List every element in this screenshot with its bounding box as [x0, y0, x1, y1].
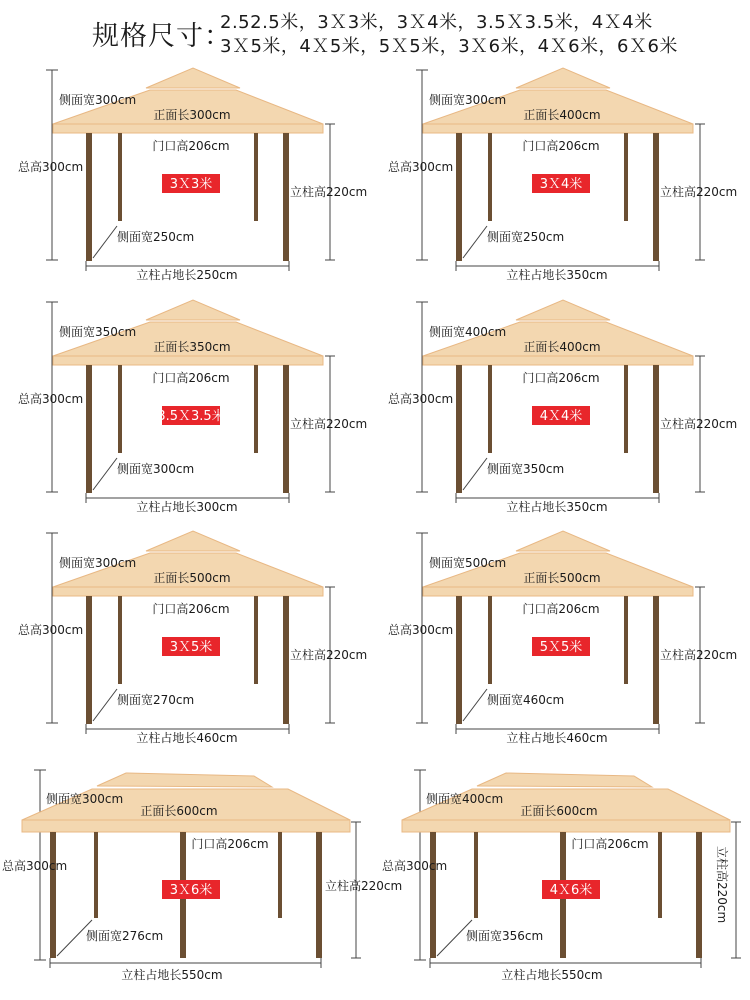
size-badge-label: 3Ｘ6米 — [169, 883, 213, 898]
side-width-diagonal — [93, 458, 117, 490]
size-badge-label: 4Ｘ4米 — [539, 409, 583, 424]
post-height-label: 立柱高220cm — [290, 185, 368, 199]
post-height-label: 立柱高220cm — [290, 648, 368, 662]
post-height-label: 立柱高220cm — [660, 417, 738, 431]
gazebo-panel-1 — [18, 68, 367, 282]
total-height-label: 总高300cm — [2, 859, 68, 873]
door-height-label: 门口高206cm — [152, 602, 230, 616]
canopy-valance — [22, 820, 350, 832]
canopy-top-tier — [516, 531, 610, 551]
back-left-post — [488, 133, 492, 221]
gazebo-panel-7 — [2, 770, 402, 982]
side-width-bottom-label: 侧面宽460cm — [487, 693, 565, 707]
front-right-post — [696, 832, 702, 958]
post-height-label: 立柱高220cm — [660, 185, 738, 199]
front-length-label: 正面长400cm — [523, 108, 601, 122]
front-left-post — [86, 133, 92, 261]
front-left-post — [456, 596, 462, 724]
canopy-valance — [402, 820, 730, 832]
post-height-label: 立柱高220cm — [715, 846, 729, 924]
footprint-length-label: 立柱占地长550cm — [121, 968, 223, 982]
spec-sizes-line-1: 2.52.5米，3Ｘ3米，3Ｘ4米，3.5Ｘ3.5米，4Ｘ4米 — [220, 12, 653, 33]
footprint-length-label: 立柱占地长250cm — [136, 268, 238, 282]
front-length-label: 正面长350cm — [153, 340, 231, 354]
side-width-bottom-label: 侧面宽300cm — [117, 462, 195, 476]
size-badge-label: 5Ｘ5米 — [539, 640, 583, 655]
footprint-length-label: 立柱占地长460cm — [136, 731, 238, 745]
front-right-post — [283, 596, 289, 724]
door-height-label: 门口高206cm — [522, 371, 600, 385]
back-right-post — [254, 596, 258, 684]
canopy-top-tier — [97, 773, 272, 787]
door-height-label: 门口高206cm — [522, 139, 600, 153]
footprint-length-label: 立柱占地长350cm — [506, 268, 608, 282]
side-width-top-label: 侧面宽300cm — [59, 93, 137, 107]
side-width-top-label: 侧面宽300cm — [46, 792, 124, 806]
canopy-valance — [53, 356, 323, 365]
front-length-label: 正面长300cm — [153, 108, 231, 122]
side-width-diagonal — [463, 226, 487, 258]
total-height-label: 总高300cm — [18, 160, 84, 174]
back-left-post — [118, 596, 122, 684]
total-height-label: 总高300cm — [388, 160, 454, 174]
door-height-label: 门口高206cm — [522, 602, 600, 616]
side-width-diagonal — [93, 689, 117, 721]
front-left-post — [86, 596, 92, 724]
side-width-top-label: 侧面宽500cm — [429, 556, 507, 570]
gazebo-panel-4 — [388, 300, 737, 514]
canopy-top-tier — [516, 68, 610, 88]
side-width-top-label: 侧面宽400cm — [426, 792, 504, 806]
total-height-label: 总高300cm — [18, 623, 84, 637]
side-width-bottom-label: 侧面宽250cm — [487, 230, 565, 244]
canopy-valance — [423, 356, 693, 365]
size-badge-label: 3Ｘ3米 — [169, 177, 213, 192]
side-width-top-label: 侧面宽300cm — [59, 556, 137, 570]
front-right-post — [316, 832, 322, 958]
front-right-post — [283, 365, 289, 493]
size-badge-label: 4Ｘ6米 — [549, 883, 593, 898]
door-height-label: 门口高206cm — [152, 139, 230, 153]
front-left-post — [86, 365, 92, 493]
canopy-top-tier — [477, 773, 652, 787]
post-height-label: 立柱高220cm — [660, 648, 738, 662]
canopy-top-tier — [146, 531, 240, 551]
gazebo-panel-3 — [18, 300, 367, 514]
canopy-valance — [423, 124, 693, 133]
side-width-bottom-label: 侧面宽276cm — [86, 929, 164, 943]
front-length-label: 正面长600cm — [520, 804, 598, 818]
gazebo-panel-5 — [18, 531, 367, 745]
back-right-post — [254, 133, 258, 221]
front-length-label: 正面长400cm — [523, 340, 601, 354]
front-right-post — [283, 133, 289, 261]
canopy-top-tier — [146, 300, 240, 320]
door-height-label: 门口高206cm — [152, 371, 230, 385]
back-left-post — [488, 365, 492, 453]
side-width-top-label: 侧面宽300cm — [429, 93, 507, 107]
side-width-bottom-label: 侧面宽350cm — [487, 462, 565, 476]
side-width-bottom-label: 侧面宽356cm — [466, 929, 544, 943]
back-left-post — [474, 832, 478, 918]
total-height-label: 总高300cm — [382, 859, 448, 873]
size-badge-label: 3.5Ｘ3.5米 — [157, 409, 225, 424]
front-right-post — [653, 365, 659, 493]
gazebo-panel-8 — [382, 770, 741, 982]
total-height-label: 总高300cm — [388, 392, 454, 406]
gazebo-panel-2 — [388, 68, 737, 282]
total-height-label: 总高300cm — [18, 392, 84, 406]
side-width-top-label: 侧面宽350cm — [59, 325, 137, 339]
spec-sizes-line-2: 3Ｘ5米，4Ｘ5米，5Ｘ5米，3Ｘ6米，4Ｘ6米，6Ｘ6米 — [220, 36, 678, 57]
front-right-post — [653, 133, 659, 261]
footprint-length-label: 立柱占地长300cm — [136, 500, 238, 514]
canopy-valance — [53, 124, 323, 133]
back-right-post — [624, 365, 628, 453]
front-left-post — [456, 365, 462, 493]
back-left-post — [118, 133, 122, 221]
door-height-label: 门口高206cm — [191, 837, 269, 851]
front-right-post — [653, 596, 659, 724]
back-right-post — [658, 832, 662, 918]
front-left-post — [456, 133, 462, 261]
back-right-post — [624, 596, 628, 684]
front-left-post — [50, 832, 56, 958]
side-width-diagonal — [463, 458, 487, 490]
back-right-post — [278, 832, 282, 918]
side-width-bottom-label: 侧面宽250cm — [117, 230, 195, 244]
gazebo-panel-6 — [388, 531, 737, 745]
size-badge-label: 3Ｘ5米 — [169, 640, 213, 655]
side-width-bottom-label: 侧面宽270cm — [117, 693, 195, 707]
canopy-valance — [53, 587, 323, 596]
spec-title: 规格尺寸： — [92, 21, 232, 52]
door-height-label: 门口高206cm — [571, 837, 649, 851]
canopy-top-tier — [146, 68, 240, 88]
front-left-post — [430, 832, 436, 958]
back-left-post — [488, 596, 492, 684]
canopy-top-tier — [516, 300, 610, 320]
back-right-post — [254, 365, 258, 453]
footprint-length-label: 立柱占地长460cm — [506, 731, 608, 745]
post-height-label: 立柱高220cm — [325, 879, 403, 893]
front-length-label: 正面长500cm — [153, 571, 231, 585]
footprint-length-label: 立柱占地长550cm — [501, 968, 603, 982]
size-badge-label: 3Ｘ4米 — [539, 177, 583, 192]
side-width-top-label: 侧面宽400cm — [429, 325, 507, 339]
side-width-diagonal — [463, 689, 487, 721]
canopy-valance — [423, 587, 693, 596]
front-length-label: 正面长500cm — [523, 571, 601, 585]
back-right-post — [624, 133, 628, 221]
front-length-label: 正面长600cm — [140, 804, 218, 818]
side-width-diagonal — [93, 226, 117, 258]
back-left-post — [118, 365, 122, 453]
footprint-length-label: 立柱占地长350cm — [506, 500, 608, 514]
post-height-label: 立柱高220cm — [290, 417, 368, 431]
back-left-post — [94, 832, 98, 918]
total-height-label: 总高300cm — [388, 623, 454, 637]
